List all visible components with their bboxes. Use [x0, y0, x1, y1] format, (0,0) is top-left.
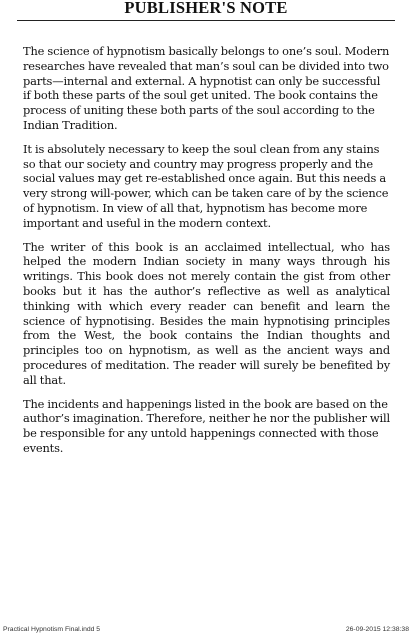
body-text [23, 44, 390, 465]
paragraph-3: The writer of this book is an acclaimed intellectual, who has helped the modern Indian society in many ways through his writings. This book does not merely contain the gist from other books but it has the author’s reflective as well as analytical thinking with which every reader can benefit and learn the science of hypnotising. Besides the main hypnotising principles from the West, the book contains the Indian thoughts and principles too on hypnotism, as well as the ancient ways and procedures of meditation. The reader will surely be benefited by all that. [23, 239, 390, 387]
footer-filename: Practical Hypnotism Final.indd 5 [3, 626, 101, 633]
footer-timestamp: 26-09-2015 12:38:38 [345, 626, 409, 633]
page-title: PUBLISHER'S NOTE [124, 0, 288, 17]
paragraph-2: It is absolutely necessary to keep the soul clean from any stains so that our society and country may progress properly and the social values may get re-established once again. But this needs a very strong will-power, which can be taken care of by the science of hypnotism. In view of all that, hypnotism has become more important and useful in the modern context. [23, 141, 389, 230]
paragraph-1: The science of hypnotism basically belongs to one’s soul. Modern researches have revealed that man’s soul can be divided into two parts—internal and external. A hypnotist can only be successful if both these parts of the soul get united. The book contains the process of uniting these both parts of the soul according to the Indian Tradition. [23, 44, 390, 132]
title-divider [17, 20, 395, 21]
paragraph-4: The incidents and happenings listed in the book are based on the author’s imagination. Therefore, neither he nor the publisher will be responsible for any untold happenings connected with those events. [23, 396, 390, 455]
